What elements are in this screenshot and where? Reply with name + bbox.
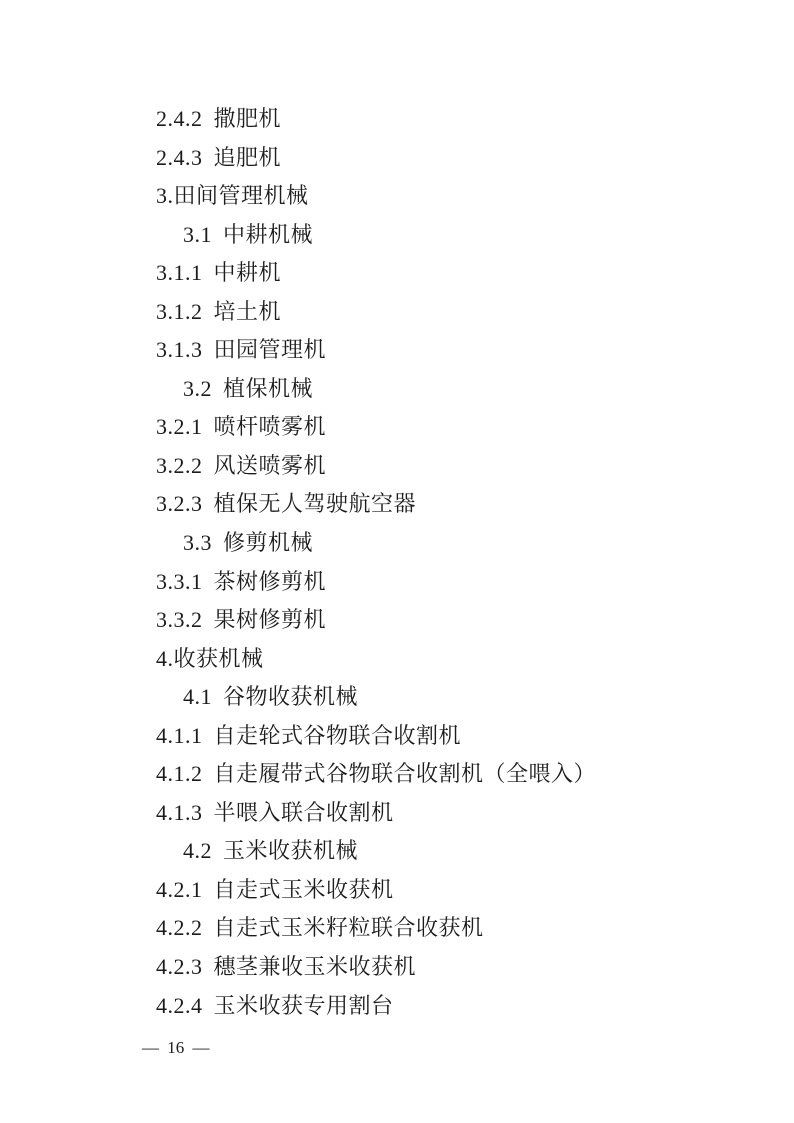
toc-item-number: 3.3.1 bbox=[156, 568, 203, 594]
toc-item-number: 4.1.3 bbox=[156, 799, 203, 825]
toc-item-number: 4.1.2 bbox=[156, 761, 203, 787]
toc-item-number: 4.2.3 bbox=[156, 954, 203, 980]
toc-item-label: 收获机械 bbox=[173, 645, 264, 671]
toc-item-label: 田园管理机 bbox=[213, 337, 327, 363]
footer-dash-right: — bbox=[192, 1038, 210, 1057]
toc-item-label: 自走履带式谷物联合收割机（全喂入） bbox=[213, 761, 597, 787]
toc-item-label: 玉米收获专用割台 bbox=[213, 992, 394, 1018]
toc-item-number: 4.2 bbox=[183, 838, 212, 864]
toc-item bbox=[156, 832, 596, 871]
toc-item-number: 3.1.2 bbox=[156, 298, 203, 324]
toc-item-label: 追肥机 bbox=[213, 144, 282, 170]
toc-item bbox=[156, 563, 596, 602]
toc-item-label: 自走式玉米籽粒联合收获机 bbox=[213, 915, 484, 941]
toc-list bbox=[156, 100, 596, 1025]
toc-item-label: 玉米收获机械 bbox=[223, 838, 359, 864]
toc-item bbox=[156, 408, 596, 447]
toc-item-label: 自走式玉米收获机 bbox=[213, 876, 394, 902]
toc-item bbox=[156, 755, 596, 794]
toc-item-label: 植保机械 bbox=[223, 375, 314, 401]
footer-dash-left: — bbox=[142, 1038, 159, 1057]
toc-item bbox=[156, 640, 596, 679]
toc-item bbox=[156, 485, 596, 524]
toc-item-label: 喷杆喷雾机 bbox=[213, 414, 327, 440]
toc-item bbox=[156, 524, 596, 563]
toc-item-number: 4.2.1 bbox=[156, 876, 203, 902]
toc-item-label: 自走轮式谷物联合收割机 bbox=[213, 722, 462, 748]
toc-item bbox=[156, 601, 596, 640]
page-number: 16 bbox=[167, 1038, 185, 1057]
toc-item-number: 3.1 bbox=[183, 221, 212, 247]
toc-item-number: 3.1.3 bbox=[156, 337, 203, 363]
toc-item-label: 培土机 bbox=[213, 298, 282, 324]
toc-item bbox=[156, 717, 596, 756]
toc-item-label: 田间管理机械 bbox=[173, 183, 309, 209]
toc-item-number: 4.1.1 bbox=[156, 722, 203, 748]
toc-item-number: 3. bbox=[156, 183, 174, 209]
toc-item bbox=[156, 177, 596, 216]
page-footer bbox=[142, 1038, 210, 1058]
toc-item bbox=[156, 447, 596, 486]
toc-item-number: 3.2.3 bbox=[156, 491, 203, 517]
toc-item-number: 4.2.4 bbox=[156, 992, 203, 1018]
toc-item-number: 3.3.2 bbox=[156, 607, 203, 633]
toc-item bbox=[156, 216, 596, 255]
toc-item-label: 茶树修剪机 bbox=[213, 568, 327, 594]
toc-item-label: 谷物收获机械 bbox=[223, 684, 359, 710]
toc-item-number: 3.1.1 bbox=[156, 260, 203, 286]
toc-item bbox=[156, 100, 596, 139]
toc-item-number: 3.3 bbox=[183, 530, 212, 556]
toc-item bbox=[156, 794, 596, 833]
toc-item-label: 半喂入联合收割机 bbox=[213, 799, 394, 825]
toc-item bbox=[156, 139, 596, 178]
toc-item-number: 3.2.2 bbox=[156, 452, 203, 478]
toc-item-number: 2.4.2 bbox=[156, 106, 203, 131]
toc-item-number: 2.4.3 bbox=[156, 144, 203, 170]
toc-item bbox=[156, 871, 596, 910]
toc-item-number: 4.1 bbox=[183, 684, 212, 710]
toc-item-label: 风送喷雾机 bbox=[213, 452, 327, 478]
toc-item bbox=[156, 987, 596, 1026]
toc-item-label: 撒肥机 bbox=[213, 106, 282, 131]
toc-item-number: 3.2 bbox=[183, 375, 212, 401]
toc-item bbox=[156, 678, 596, 717]
toc-item-label: 植保无人驾驶航空器 bbox=[213, 491, 417, 517]
toc-item bbox=[156, 948, 596, 987]
toc-item-label: 果树修剪机 bbox=[213, 607, 327, 633]
toc-item-number: 4. bbox=[156, 645, 174, 671]
toc-item bbox=[156, 370, 596, 409]
toc-item bbox=[156, 254, 596, 293]
toc-item bbox=[156, 293, 596, 332]
toc-item-label: 中耕机 bbox=[213, 260, 282, 286]
toc-item-number: 4.2.2 bbox=[156, 915, 203, 941]
toc-item bbox=[156, 331, 596, 370]
toc-item-label: 中耕机械 bbox=[223, 221, 314, 247]
toc-item-number: 3.2.1 bbox=[156, 414, 203, 440]
toc-item-label: 穗茎兼收玉米收获机 bbox=[213, 954, 417, 980]
toc-item-label: 修剪机械 bbox=[223, 530, 314, 556]
toc-item bbox=[156, 909, 596, 948]
